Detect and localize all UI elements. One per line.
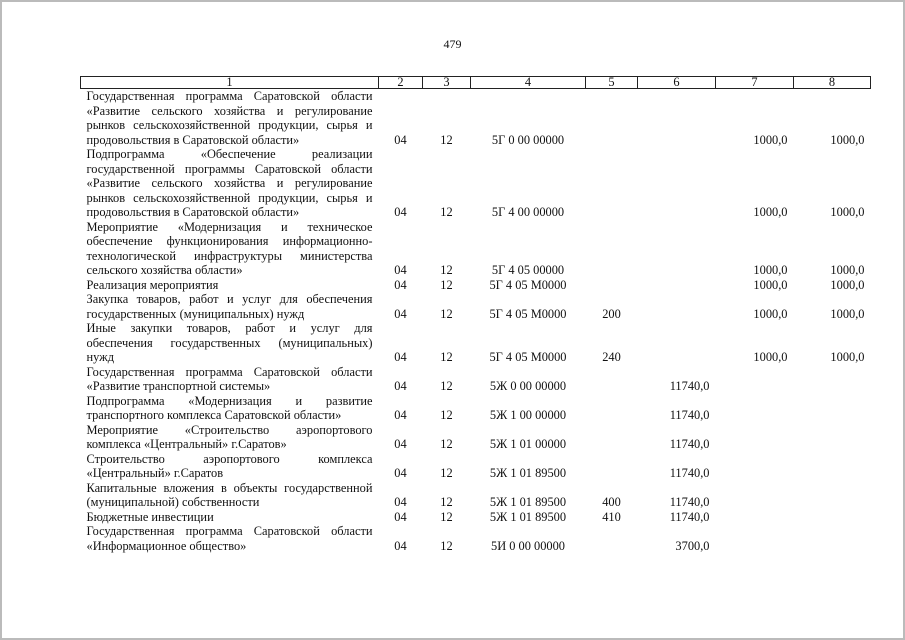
- item-name: Реализация мероприятия: [86, 277, 219, 292]
- item-name: Подпрограмма «Модернизация и развитие транспортного комплекса Саратовской области»: [86, 393, 373, 422]
- table-row: [81, 394, 871, 423]
- amount-col6: 11740,0: [669, 408, 710, 422]
- item-name: Государственная программа Саратовской области «Развитие сельского хозяйства и регулирование рынков сельскохозяйственной продукции, сырья и продовольствия в Саратовской области»: [86, 89, 373, 147]
- amount-col6: [638, 292, 716, 321]
- subsection-code: 12: [440, 379, 453, 393]
- section-code: 04: [394, 538, 407, 553]
- amount-col6: 11740,0: [669, 509, 710, 524]
- table-row: [81, 220, 871, 278]
- table-row: [81, 524, 871, 553]
- amount-col6: [638, 89, 716, 148]
- section-code: 04: [394, 495, 407, 509]
- column-header-1: 1: [81, 77, 379, 89]
- column-header-4: 4: [471, 77, 586, 89]
- subsection-code: 12: [440, 509, 453, 524]
- target-article: 5Ж 1 01 89500: [489, 509, 567, 524]
- amount-col8: 1000,0: [830, 263, 865, 277]
- target-article: 5Г 4 00 00000: [491, 205, 565, 219]
- column-header-2: 2: [379, 77, 423, 89]
- section-code: 04: [394, 132, 407, 147]
- subsection-code: 12: [440, 350, 453, 364]
- target-article: 5Г 4 05 М0000: [489, 350, 567, 364]
- column-header-8: 8: [794, 77, 871, 89]
- expense-type: [586, 394, 638, 423]
- expense-type: 200: [602, 306, 621, 321]
- column-header-6: 6: [638, 77, 716, 89]
- section-code: 04: [394, 263, 407, 277]
- item-name: Иные закупки товаров, работ и услуг для обеспечения государственных (муниципальных) нужд: [86, 321, 373, 364]
- subsection-code: 12: [440, 263, 453, 277]
- subsection-code: 12: [440, 538, 453, 553]
- table-row: [81, 292, 871, 321]
- target-article: 5Г 4 05 М0000: [489, 306, 567, 321]
- amount-col7: 1000,0: [753, 306, 788, 321]
- subsection-code: 12: [440, 132, 453, 147]
- expense-type: [586, 147, 638, 220]
- column-header-7: 7: [716, 77, 794, 89]
- item-name: Закупка товаров, работ и услуг для обеспечения государственных (муниципальных) нужд: [86, 292, 373, 321]
- target-article: 5Ж 1 01 00000: [489, 437, 567, 451]
- table-row: [81, 365, 871, 394]
- expense-type: 410: [602, 509, 621, 524]
- amount-col7: 1000,0: [753, 350, 788, 364]
- column-header-3: 3: [423, 77, 471, 89]
- subsection-code: 12: [440, 205, 453, 219]
- item-name: Подпрограмма «Обеспечение реализации государственной программы Саратовской области «Развитие сельского хозяйства и регулирование рынков сельскохозяйственной продукции, сырья и продовольствия в Саратовской области»: [86, 147, 373, 219]
- amount-col7: [716, 510, 794, 525]
- target-article: 5Ж 1 01 89500: [489, 495, 567, 509]
- expense-type: 400: [602, 495, 621, 509]
- target-article: 5И 0 00 00000: [491, 538, 565, 553]
- expense-type: 240: [602, 350, 621, 364]
- amount-col6: 11740,0: [669, 495, 710, 509]
- item-name: Строительство аэропортового комплекса «Центральный» г.Саратов: [86, 451, 373, 480]
- subsection-code: 12: [440, 466, 453, 480]
- amount-col8: 1000,0: [830, 306, 865, 321]
- item-name: Мероприятие «Строительство аэропортового комплекса «Центральный» г.Саратов»: [86, 422, 373, 451]
- amount-col8: [794, 394, 871, 423]
- subsection-code: 12: [440, 408, 453, 422]
- amount-col6: [638, 147, 716, 220]
- amount-col8: [794, 452, 871, 481]
- amount-col6: 11740,0: [669, 466, 710, 480]
- section-code: 04: [394, 306, 407, 321]
- amount-col7: 1000,0: [753, 205, 788, 219]
- amount-col7: 1000,0: [753, 277, 788, 292]
- target-article: 5Ж 1 01 89500: [489, 466, 567, 480]
- item-name: Государственная программа Саратовской области «Информационное общество»: [86, 524, 373, 553]
- target-article: 5Г 4 05 М0000: [489, 277, 567, 292]
- subsection-code: 12: [440, 495, 453, 509]
- table-row: [81, 510, 871, 525]
- amount-col6: 3700,0: [675, 538, 710, 553]
- expense-type: [586, 89, 638, 148]
- amount-col8: 1000,0: [830, 350, 865, 364]
- amount-col8: 1000,0: [830, 132, 865, 147]
- subsection-code: 12: [440, 277, 453, 292]
- section-code: 04: [394, 466, 407, 480]
- item-name: Государственная программа Саратовской области «Развитие транспортной системы»: [86, 364, 373, 393]
- column-header-5: 5: [586, 77, 638, 89]
- expense-type: [586, 365, 638, 394]
- section-code: 04: [394, 350, 407, 364]
- amount-col7: [716, 481, 794, 510]
- amount-col8: [794, 481, 871, 510]
- table-row: [81, 89, 871, 148]
- amount-col6: [638, 278, 716, 293]
- table-row: [81, 278, 871, 293]
- expense-type: [586, 524, 638, 553]
- item-name: Мероприятие «Модернизация и техническое обеспечение функционирования информационно-технологической инфраструктуры министерства сельского хозяйства области»: [86, 219, 373, 277]
- amount-col8: 1000,0: [830, 205, 865, 219]
- table-row: [81, 321, 871, 365]
- amount-col7: [716, 452, 794, 481]
- budget-table: [80, 76, 871, 553]
- expense-type: [586, 423, 638, 452]
- table-row: [81, 452, 871, 481]
- amount-col8: [794, 510, 871, 525]
- amount-col7: 1000,0: [753, 263, 788, 277]
- section-code: 04: [394, 277, 407, 292]
- section-code: 04: [394, 408, 407, 422]
- target-article: 5Г 4 05 00000: [491, 263, 565, 277]
- item-name: Бюджетные инвестиции: [86, 509, 214, 524]
- amount-col8: [794, 423, 871, 452]
- amount-col7: [716, 365, 794, 394]
- amount-col7: [716, 423, 794, 452]
- expense-type: [586, 220, 638, 278]
- amount-col8: [794, 365, 871, 394]
- target-article: 5Г 0 00 00000: [491, 132, 565, 147]
- expense-type: [586, 278, 638, 293]
- section-code: 04: [394, 437, 407, 451]
- section-code: 04: [394, 509, 407, 524]
- target-article: 5Ж 0 00 00000: [489, 379, 567, 393]
- section-code: 04: [394, 379, 407, 393]
- table-row: [81, 423, 871, 452]
- item-name: Капитальные вложения в объекты государственной (муниципальной) собственности: [86, 480, 373, 509]
- table-row: [81, 147, 871, 220]
- amount-col6: [638, 321, 716, 365]
- amount-col6: 11740,0: [669, 379, 710, 393]
- header-row: [81, 77, 871, 89]
- amount-col8: [794, 524, 871, 553]
- subsection-code: 12: [440, 306, 453, 321]
- amount-col7: [716, 394, 794, 423]
- amount-col7: [716, 524, 794, 553]
- table-row: [81, 481, 871, 510]
- amount-col7: 1000,0: [753, 132, 788, 147]
- page-number: 479: [443, 37, 462, 51]
- target-article: 5Ж 1 00 00000: [489, 408, 567, 422]
- section-code: 04: [394, 205, 407, 219]
- subsection-code: 12: [440, 437, 453, 451]
- expense-type: [586, 452, 638, 481]
- amount-col8: 1000,0: [830, 277, 865, 292]
- amount-col6: [638, 220, 716, 278]
- amount-col6: 11740,0: [669, 437, 710, 451]
